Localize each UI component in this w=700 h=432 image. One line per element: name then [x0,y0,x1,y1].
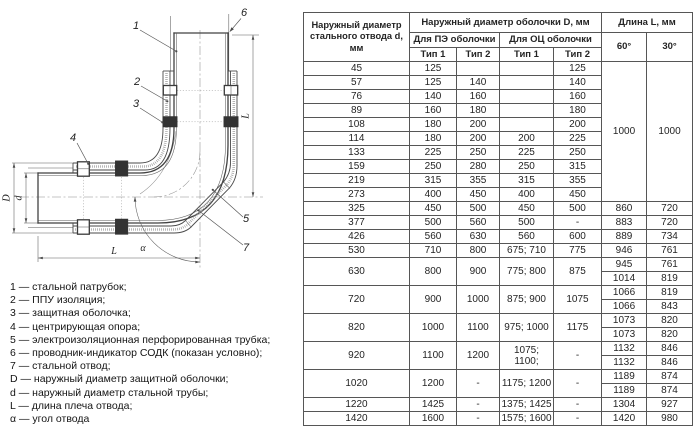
table-cell: 945 [602,258,647,272]
table-cell: 125 [410,76,457,90]
table-cell: 1075; 1100; [500,342,554,370]
table-cell: 160 [554,90,602,104]
legend-item: D — наружный диаметр защитной оболочки; [10,373,229,386]
legend-item: 3 — защитная оболочка; [10,307,131,320]
header-steel-diameter: Наружный диаметр стального отвода d, мм [304,13,410,62]
table-cell: 843 [647,300,693,314]
table-cell: 720 [647,216,693,230]
table-cell: 273 [304,188,410,202]
construction-lines [84,90,226,219]
table-cell: 630 [304,258,410,286]
table-cell: 1420 [602,412,647,426]
table-cell: 1020 [304,370,410,398]
dim-label-L-bottom: L [111,246,117,257]
table-cell: 630 [457,230,500,244]
table-cell: - [554,412,602,426]
table-cell: 1304 [602,398,647,412]
table-cell: 920 [304,342,410,370]
legend-item: 5 — электроизоляционная перфорированная трубка; [10,333,271,346]
table-cell: 450 [554,188,602,202]
table-cell [500,76,554,90]
table-cell: 225 [500,146,554,160]
table-cell: 1189 [602,370,647,384]
table-cell: 874 [647,384,693,398]
header-oc-type2: Тип 2 [554,47,602,62]
table-cell: 1132 [602,342,647,356]
table-cell: 250 [457,146,500,160]
table-cell: 1200 [457,342,500,370]
table-cell: 1100 [410,342,457,370]
table-cell: 927 [647,398,693,412]
table-cell: 900 [410,286,457,314]
table-row [304,244,693,258]
table-cell: 846 [647,342,693,356]
table-cell: - [554,342,602,370]
table-cell: 800 [410,258,457,286]
table-cell: 1575; 1600 [501,413,552,424]
table-row [304,230,693,244]
table-cell: 1375; 1425 [501,399,552,410]
table-cell: 426 [304,230,410,244]
table-cell: 820 [304,314,410,342]
table-cell [500,104,554,118]
table-cell [500,62,554,76]
table-cell: 820 [647,314,693,328]
table-cell: 355 [554,174,602,188]
table-cell: 57 [304,76,410,90]
table-cell: 720 [647,202,693,216]
table-cell: 1100 [457,314,500,342]
table-header [304,13,693,62]
table-cell: 450 [410,202,457,216]
table-cell [457,62,500,76]
table-cell: 108 [304,118,410,132]
table-cell: 883 [602,216,647,230]
table-cell: 315 [500,174,554,188]
dim-label-D: D [1,194,13,202]
callout-3: 3 [132,98,140,110]
table-cell: 875 [554,258,602,286]
dim-label-d: d [13,195,25,201]
table-cell: 800 [457,244,500,258]
table-cell [500,90,554,104]
table-cell: - [554,398,602,412]
dimensions-table [303,12,693,426]
table-cell: - [457,398,500,412]
table-cell: 200 [554,118,602,132]
table-cell: 315 [410,174,457,188]
callout-7: 7 [242,242,250,254]
table-cell: 219 [304,174,410,188]
table-cell: 600 [554,230,602,244]
table-cell: 140 [410,90,457,104]
table-cell: 975; 1000 [500,314,554,342]
callout-4: 4 [69,132,77,144]
table-cell: 315 [554,160,602,174]
table-row [304,202,693,216]
legend [10,281,270,426]
legend-item: 1 — стальной патрубок; [10,281,127,293]
table-cell: 1014 [602,272,647,286]
table-cell: 900 [457,258,500,286]
table-cell: 180 [410,118,457,132]
table-row [304,370,693,384]
table-cell: 125 [554,62,602,76]
table-cell: 280 [457,160,500,174]
table-cell: 250 [554,146,602,160]
table-cell: 180 [410,132,457,146]
legend-item: 6 — проводник-индикатор СОДК (показан условно); [10,347,263,360]
table-cell: 530 [304,244,410,258]
table-cell: 125 [410,62,457,76]
table-cell: - [457,412,500,426]
table-row [304,314,693,328]
table-row [304,286,693,300]
spec-table-body [304,62,693,426]
table-cell: 761 [647,244,693,258]
table-cell: 946 [602,244,647,258]
table-cell: 875; 900 [500,286,554,314]
table-cell: 500 [457,202,500,216]
table-cell: 400 [410,188,457,202]
table-cell: 1175 [554,314,602,342]
header-pe-type2: Тип 2 [457,47,500,62]
pipe-elbow-diagram [0,0,302,281]
table-cell: 1066 [602,286,647,300]
table-cell: 500 [554,202,602,216]
table-cell: 980 [647,412,693,426]
table-cell: 1420 [304,412,410,426]
table-cell: 860 [602,202,647,216]
table-cell: 200 [500,132,554,146]
table-cell: 775; 800 [500,258,554,286]
table-row [304,258,693,272]
table-cell: - [457,370,500,398]
table-cell: 1425 [410,398,457,412]
table-cell: - [554,216,602,230]
table-cell: 133 [304,146,410,160]
table-cell: 560 [500,230,554,244]
table-cell: 675; 710 [500,244,554,258]
callout-1: 1 [132,20,140,32]
table-cell: 1073 [602,328,647,342]
dim-label-L-right: L [240,113,252,119]
legend-item: 2 — ППУ изоляция; [10,294,106,307]
table-cell: 819 [647,272,693,286]
table-cell [500,118,554,132]
table-cell: 180 [554,104,602,118]
table-cell: 400 [500,188,554,202]
table-cell: 1075 [554,286,602,314]
table-cell: 846 [647,356,693,370]
table-cell: 1073 [602,314,647,328]
table-cell: 889 [602,230,647,244]
sodk-wires [28,14,229,228]
table-cell: 560 [457,216,500,230]
table-cell: 500 [500,216,554,230]
table-cell: - [554,370,602,398]
table-cell: 710 [410,244,457,258]
legend-item: 7 — стальной отвод; [10,360,111,373]
table-cell: 1132 [602,356,647,370]
centering-supports [78,86,239,235]
table-cell: 1200 [410,370,457,398]
table-cell: 140 [457,76,500,90]
table-cell: 1175; 1200 [500,370,554,398]
callout-leaders [77,19,243,246]
callout-6: 6 [240,7,248,19]
table-cell: 140 [554,76,602,90]
table-cell: 450 [457,188,500,202]
header-pe-type1: Тип 1 [410,47,457,62]
table-cell: 1000 [647,62,693,202]
table-row [304,398,693,412]
table-cell: 874 [647,370,693,384]
table-cell: 159 [304,160,410,174]
callout-2: 2 [133,76,141,88]
table-row [304,342,693,356]
callout-5: 5 [242,213,250,225]
header-pe-shell: Для ПЭ оболочки [410,33,500,48]
header-length: Длина L, мм [602,13,693,33]
table-cell: 1000 [457,286,500,314]
table-cell: 450 [500,202,554,216]
table-cell: 76 [304,90,410,104]
table-cell: 114 [304,132,410,146]
table-cell: 200 [457,132,500,146]
table-cell: 225 [554,132,602,146]
table-cell: 1066 [602,300,647,314]
header-30deg: 30° [647,33,693,62]
table-cell: 734 [647,230,693,244]
table-cell: 1600 [410,412,457,426]
table-cell: 500 [410,216,457,230]
table-cell: 775 [554,244,602,258]
table-cell: 180 [457,104,500,118]
table-cell: 250 [500,160,554,174]
table-cell: 377 [304,216,410,230]
table-cell: 1220 [304,398,410,412]
table-cell: 819 [647,286,693,300]
table-cell: 1000 [602,62,647,202]
table-cell: 355 [457,174,500,188]
legend-item: d — наружный диаметр стальной трубы; [10,386,209,399]
table-row [304,216,693,230]
dim-label-alpha: α [140,243,146,254]
header-60deg: 60° [602,33,647,62]
table-row [304,62,693,76]
table-cell: 761 [647,258,693,272]
table-cell: 160 [410,104,457,118]
table-cell: 45 [304,62,410,76]
header-shell-diameter: Наружный диаметр оболочки D, мм [410,13,602,33]
table-cell: 1000 [410,314,457,342]
casing [73,71,237,233]
table-cell: 225 [410,146,457,160]
table-cell: 1189 [602,384,647,398]
table-cell: 89 [304,104,410,118]
table-cell: 720 [304,286,410,314]
table-row [304,412,693,426]
table-cell: 325 [304,202,410,216]
table-cell: 160 [457,90,500,104]
table-cell: 820 [647,328,693,342]
header-oc-shell: Для ОЦ оболочки [500,33,602,48]
table-cell: 560 [410,230,457,244]
steel-pipe [38,33,228,223]
header-oc-type1: Тип 1 [500,47,554,62]
legend-item: L — длина плеча отвода; [10,399,133,412]
table-cell: 200 [457,118,500,132]
legend-item: α — угол отвода [10,413,90,426]
table-cell: 250 [410,160,457,174]
legend-item: 4 — центрирующая опора; [10,320,141,333]
